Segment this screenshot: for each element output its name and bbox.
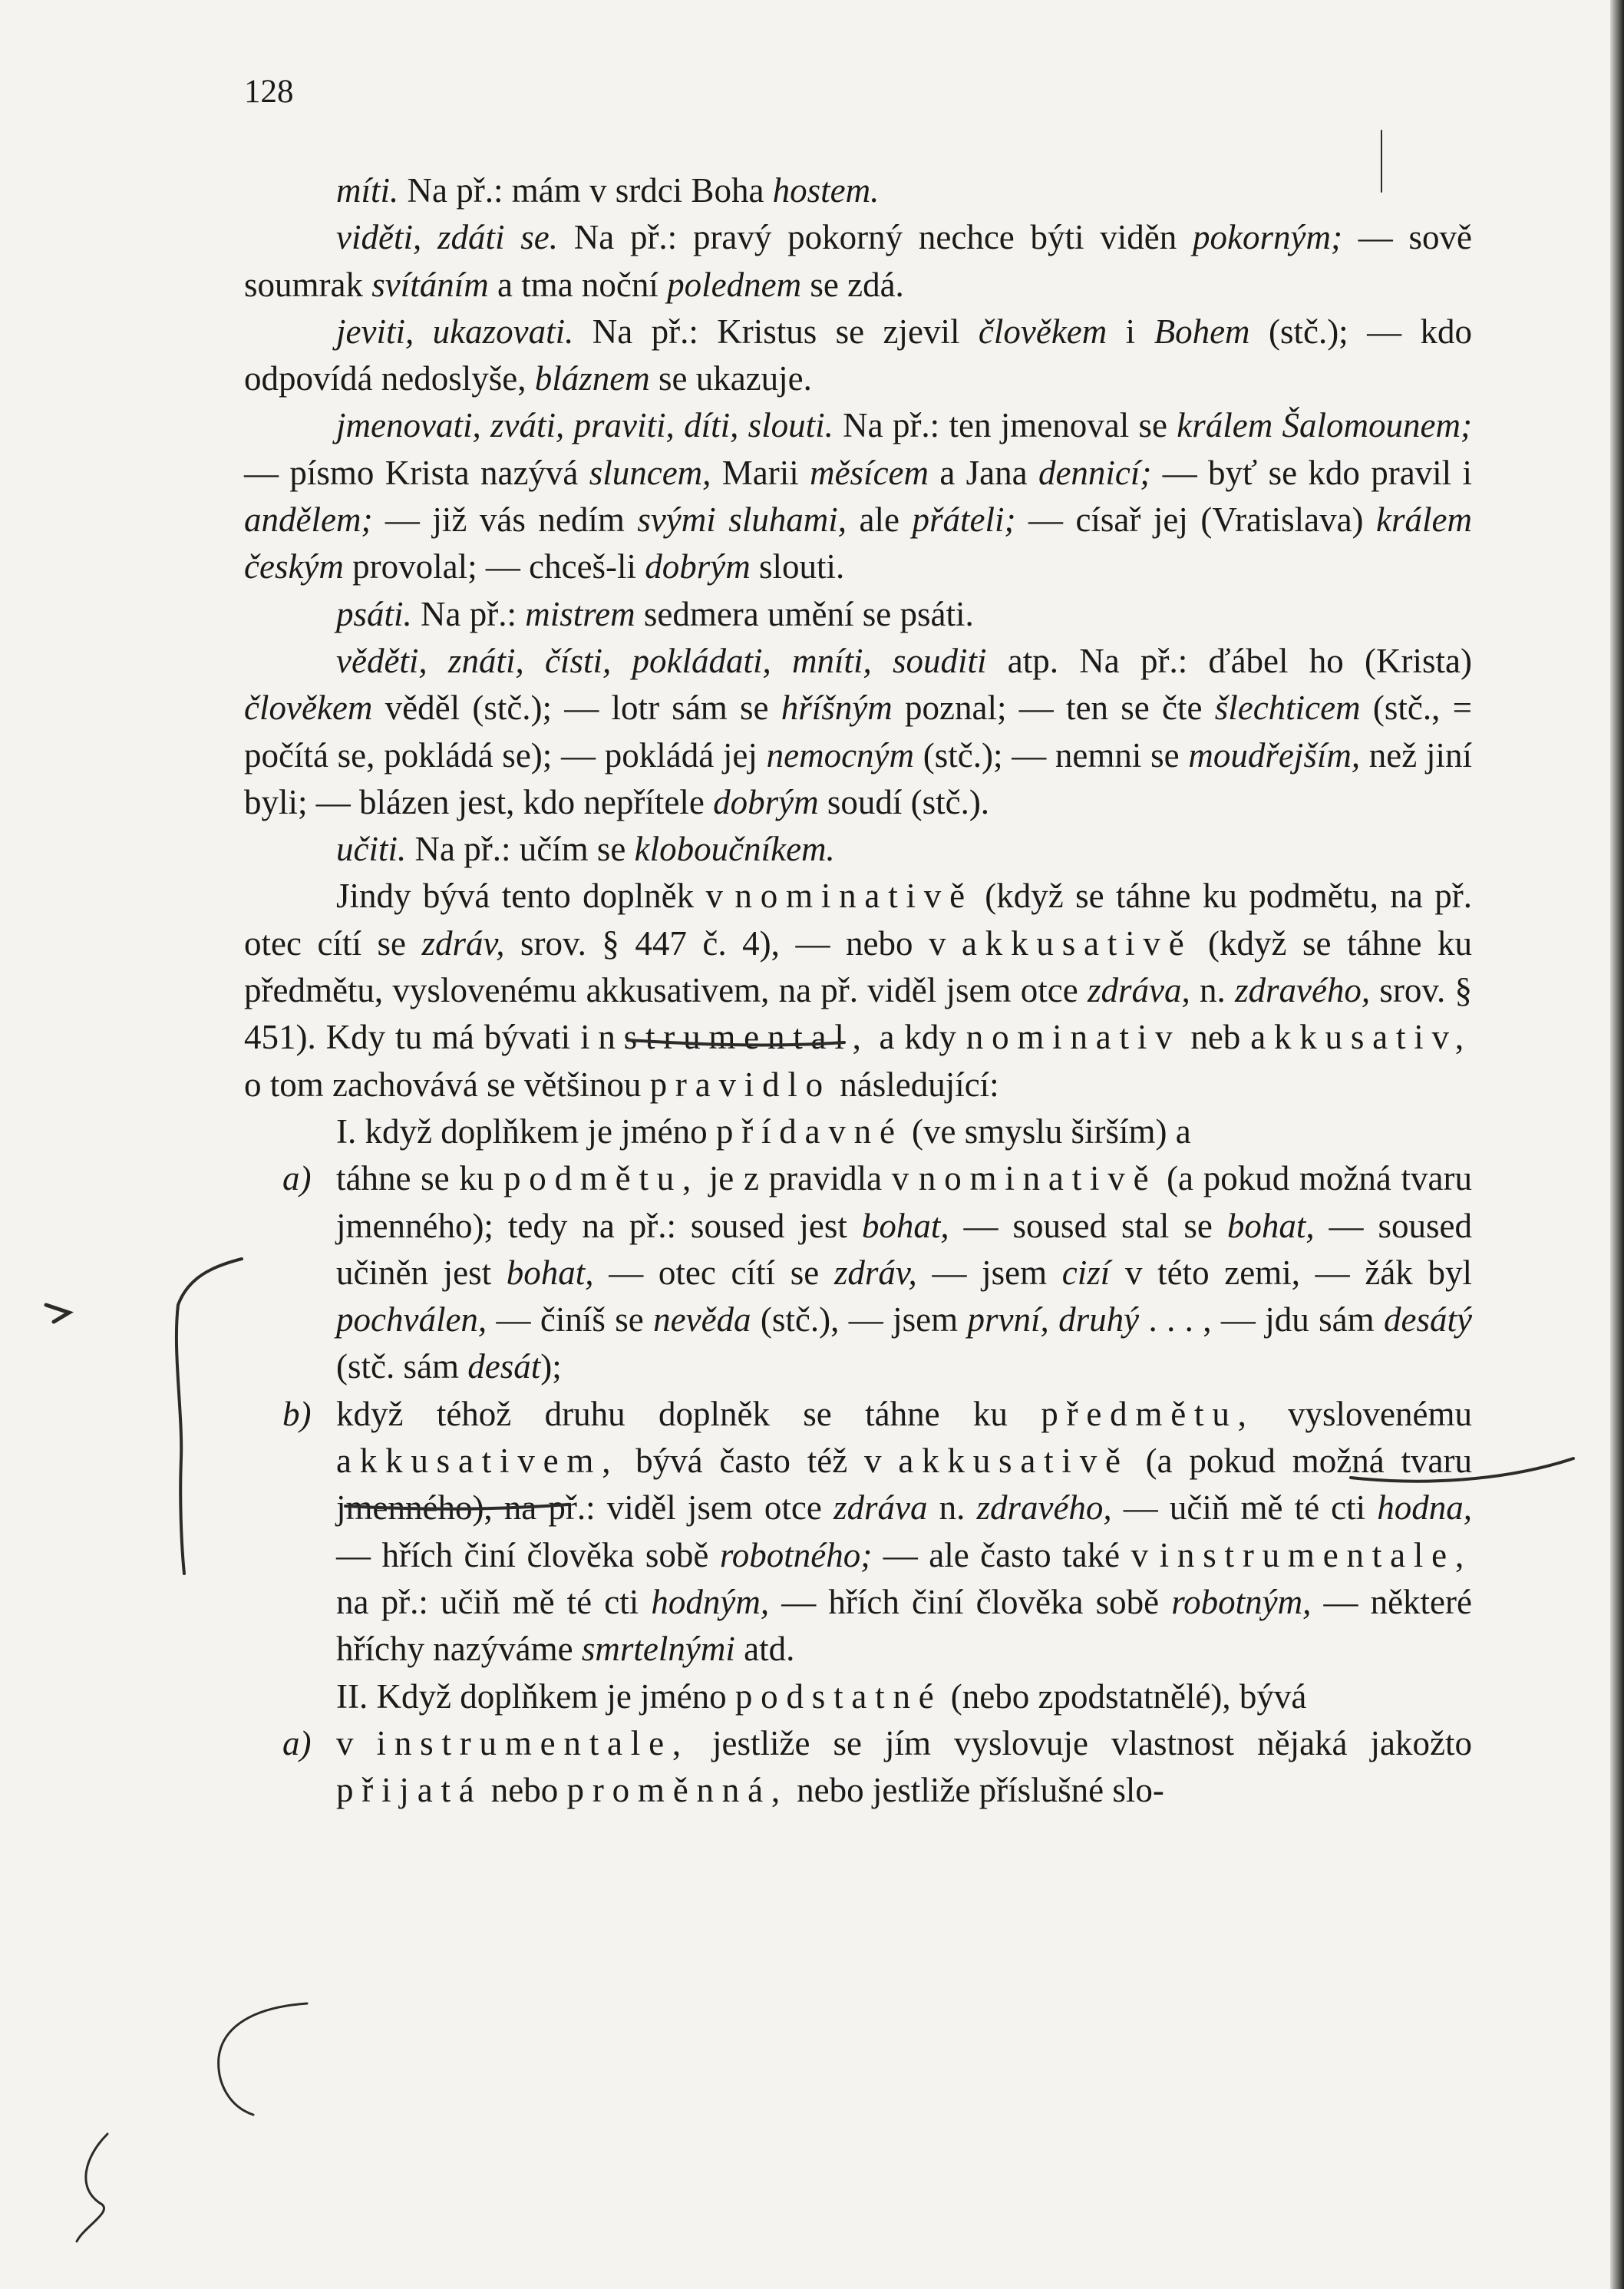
- text-run: (stč.); — nemni se: [914, 735, 1189, 775]
- italic-run: viděti, zdáti se.: [336, 218, 558, 257]
- spaced-run: pravidlo: [649, 1065, 831, 1104]
- italic-run: bohat,: [506, 1253, 594, 1292]
- text-run: bývá často též v: [619, 1442, 899, 1481]
- italic-run: jeviti, ukazovati.: [336, 312, 574, 351]
- italic-run: věděti, znáti, čísti, pokládati, mníti, souditi: [336, 641, 987, 680]
- italic-run: moudřejším,: [1188, 735, 1361, 775]
- italic-run: pochválen,: [336, 1300, 487, 1339]
- text-run: a kdy: [869, 1018, 966, 1057]
- italic-run: hříšným: [781, 689, 893, 728]
- paragraph: [244, 402, 1472, 590]
- text-run: soudí (stč.).: [818, 782, 990, 821]
- spaced-run: proměnná,: [566, 1771, 788, 1810]
- paragraph: [244, 1673, 1472, 1720]
- spaced-run: podmětu,: [503, 1159, 700, 1198]
- text-run: a Jana: [929, 453, 1038, 492]
- text-run: Marii: [711, 453, 810, 492]
- italic-run: robotným,: [1171, 1582, 1312, 1621]
- text-run: srov. § 447 č. 4), — nebo v: [504, 923, 962, 963]
- margin-arrow: [46, 1305, 69, 1322]
- paragraph: [244, 1391, 1472, 1673]
- italic-run: cizí: [1061, 1253, 1111, 1292]
- text-run: — písmo Krista nazývá: [244, 453, 589, 492]
- text-run: (ve smyslu širším) a: [903, 1111, 1191, 1151]
- text-run: nebo jestliže příslušné slo-: [787, 1771, 1164, 1810]
- italic-run: bohat,: [861, 1206, 949, 1245]
- italic-run: nevěda: [653, 1300, 751, 1339]
- text-run: o tom zachovává se většinou: [244, 1065, 650, 1104]
- bracket-mark-lower: [219, 2003, 307, 2115]
- text-run: (a pokud možná tvaru jmenného); tedy na př.: soused jest: [336, 1159, 1472, 1245]
- text-run: — byť se kdo pravil i: [1151, 453, 1473, 492]
- text-run: Na př.:: [411, 594, 526, 633]
- text-run: — již vás nedím: [372, 500, 638, 540]
- text-run: v této zemi, — žák byl: [1110, 1253, 1472, 1292]
- text-run: — otec cítí se: [593, 1253, 834, 1292]
- text-run: n.: [927, 1488, 977, 1528]
- italic-run: svými sluhami,: [637, 500, 847, 540]
- text-run: — hřích činí člověka sobě: [336, 1535, 720, 1574]
- italic-run: sluncem,: [589, 453, 711, 492]
- italic-run: andělem;: [244, 500, 373, 540]
- text-run: se zdá.: [801, 265, 904, 304]
- italic-run: kloboučníkem.: [634, 830, 835, 869]
- italic-run: bohat,: [1226, 1206, 1315, 1245]
- text-run: srov. § 451). Kdy tu má bývati: [244, 971, 1473, 1057]
- spaced-run: akkusativ,: [1250, 1018, 1472, 1057]
- italic-run: přáteli;: [912, 500, 1016, 540]
- text-run: následující:: [830, 1065, 999, 1104]
- italic-run: dennicí;: [1038, 453, 1152, 492]
- paragraph: [244, 591, 1472, 638]
- text-run: — některé hříchy nazýváme: [336, 1582, 1472, 1669]
- text-run: Na př.: pravý pokorný nechce býti viděn: [557, 218, 1193, 257]
- text-run: slouti.: [750, 547, 845, 586]
- text-run: i: [1107, 312, 1154, 351]
- text-run: (stč. sám: [336, 1347, 468, 1386]
- spaced-run: předmětu,: [1041, 1394, 1255, 1433]
- text-run: a tma noční: [488, 265, 668, 304]
- text-run: jestliže se jím vyslovuje vlastnost nějaká jakožto: [688, 1723, 1472, 1762]
- text-run: — císař jej (Vratislava): [1015, 500, 1377, 540]
- text-run: — soused učiněn jest: [336, 1206, 1472, 1292]
- text-run: (stč.); — kdo odpovídá nedoslyše,: [244, 312, 1472, 398]
- paragraph: [244, 1108, 1472, 1155]
- list-marker: a): [282, 1723, 312, 1762]
- paragraph: [244, 214, 1472, 309]
- text-run: neb: [1180, 1018, 1251, 1057]
- text-run: když téhož druhu doplněk se táhne ku: [336, 1394, 1041, 1433]
- text-run: (nebo zpodstatnělé), bývá: [942, 1676, 1307, 1716]
- italic-run: pokorným;: [1193, 218, 1342, 257]
- spaced-run: přijatá: [336, 1771, 483, 1810]
- text-run: poznal; — ten se čte: [892, 689, 1215, 728]
- spaced-run: přídavné: [715, 1111, 903, 1151]
- paragraph: [244, 167, 1472, 214]
- italic-run: smrtelnými: [581, 1630, 735, 1669]
- italic-run: míti.: [336, 171, 399, 210]
- text-run: Na př.: Kristus se zjevil: [573, 312, 979, 351]
- italic-run: zdráva: [833, 1488, 928, 1528]
- text-run: — ale často také v: [872, 1535, 1160, 1574]
- italic-run: Bohem: [1154, 312, 1250, 351]
- italic-run: zdravého,: [976, 1488, 1112, 1528]
- italic-run: měsícem: [810, 453, 929, 492]
- paragraph: [244, 638, 1472, 826]
- italic-run: šlechticem: [1214, 689, 1361, 728]
- italic-run: člověkem: [978, 312, 1107, 351]
- spaced-run: nominativ: [965, 1018, 1181, 1057]
- text-run: v: [336, 1723, 377, 1762]
- italic-run: hostem.: [772, 171, 880, 210]
- italic-run: mistrem: [525, 594, 635, 633]
- text-run: nebo: [482, 1771, 567, 1810]
- text-run: );: [540, 1347, 562, 1386]
- italic-run: zdráv,: [833, 1253, 917, 1292]
- italic-run: zdráva,: [1087, 971, 1190, 1010]
- paragraph: [244, 1720, 1472, 1815]
- text-run: — sově soumrak: [244, 218, 1472, 304]
- italic-run: dobrým: [713, 782, 819, 821]
- italic-run: polednem: [667, 265, 802, 304]
- spaced-run: akkusativem,: [336, 1442, 619, 1481]
- text-run: Jindy bývá tento doplněk v: [336, 877, 735, 916]
- text-run: — hřích činí člověka sobě: [769, 1582, 1172, 1621]
- text-run: — soused stal se: [949, 1206, 1227, 1245]
- text-run: II. Když doplňkem je jméno: [336, 1676, 735, 1716]
- spaced-run: podstatné: [734, 1676, 942, 1716]
- bracket-mark: [177, 1259, 242, 1574]
- italic-run: robotného;: [719, 1535, 873, 1574]
- italic-run: nemocným: [766, 735, 915, 775]
- italic-run: první, druhý: [967, 1300, 1140, 1339]
- paragraph: [244, 309, 1472, 403]
- italic-run: hodna,: [1377, 1488, 1472, 1528]
- text-run: (a pokud možná tvaru jmenného), na př.: viděl jsem otce: [336, 1442, 1472, 1528]
- text-run: Na př.: ten jmenoval se: [833, 406, 1177, 445]
- text-run: na př.: učiň mě té cti: [336, 1582, 652, 1621]
- text-run: I. když doplňkem je jméno: [336, 1111, 716, 1151]
- text-run: ale: [847, 500, 913, 540]
- text-run: (když se táhne ku podmětu, na př. otec cítí se: [244, 877, 1472, 963]
- italic-run: učiti.: [336, 830, 407, 869]
- page-number: 128: [244, 74, 294, 110]
- paragraph: [244, 1155, 1472, 1390]
- italic-run: zdravého,: [1234, 971, 1371, 1010]
- page-edge-shadow: [1610, 0, 1624, 2289]
- text-run: (když se táhne ku předmětu, vyslovenému akkusativem, na př. viděl jsem otce: [244, 923, 1472, 1010]
- spaced-run: instrumentale,: [1159, 1535, 1472, 1574]
- spaced-run: instrumental,: [580, 1018, 870, 1057]
- text-run: atp. Na př.: ďábel ho (Krista): [986, 641, 1472, 680]
- italic-run: psáti.: [336, 594, 412, 633]
- paragraph: [244, 873, 1472, 1108]
- text-run: je z pravidla v: [699, 1159, 919, 1198]
- text-run: sedmera umění se psáti.: [635, 594, 974, 633]
- italic-run: člověkem: [244, 689, 373, 728]
- paragraph: [244, 826, 1472, 873]
- text-run: provolal; — chceš-li: [343, 547, 645, 586]
- text-run: Na př.: učím se: [406, 830, 635, 869]
- text-run: atd.: [734, 1630, 795, 1669]
- text-run: než jiní byli; — blázen jest, kdo nepřítele: [244, 735, 1472, 821]
- text-run: Na př.: mám v srdci Boha: [398, 171, 773, 210]
- italic-run: jmenovati, zváti, praviti, díti, slouti.: [336, 406, 833, 445]
- spaced-run: nominativě: [734, 877, 973, 916]
- text-run: se ukazuje.: [649, 359, 812, 398]
- text-run: (stč., = počítá se, pokládá se); — pokládá jej: [244, 689, 1472, 775]
- italic-run: zdráv,: [421, 923, 505, 963]
- italic-run: desátý: [1384, 1300, 1472, 1339]
- body-text: [244, 167, 1472, 1814]
- spaced-run: akkusativě: [962, 923, 1193, 963]
- list-marker: b): [282, 1394, 312, 1433]
- text-run: n.: [1190, 971, 1235, 1010]
- text-run: — činíš se: [487, 1300, 654, 1339]
- italic-run: dobrým: [645, 547, 751, 586]
- italic-run: bláznem: [534, 359, 650, 398]
- text-run: . . . , — jdu sám: [1139, 1300, 1385, 1339]
- italic-run: desát: [467, 1347, 541, 1386]
- text-run: věděl (stč.); — lotr sám se: [372, 689, 781, 728]
- text-run: (stč.), — jsem: [751, 1300, 968, 1339]
- italic-run: králem českým: [244, 500, 1472, 586]
- margin-squiggle: [77, 2134, 107, 2241]
- spaced-run: nominativě: [918, 1159, 1157, 1198]
- text-run: táhne se ku: [336, 1159, 503, 1198]
- italic-run: králem Šalomounem;: [1177, 406, 1472, 445]
- text-run: — jsem: [916, 1253, 1062, 1292]
- list-marker: a): [282, 1159, 312, 1198]
- spaced-run: akkusativě: [898, 1442, 1129, 1481]
- text-run: — učiň mě té cti: [1111, 1488, 1378, 1528]
- text-run: vyslovenému: [1254, 1394, 1472, 1433]
- italic-run: hodným,: [651, 1582, 770, 1621]
- spaced-run: instrumentale,: [376, 1723, 689, 1762]
- italic-run: svítáním: [371, 265, 489, 304]
